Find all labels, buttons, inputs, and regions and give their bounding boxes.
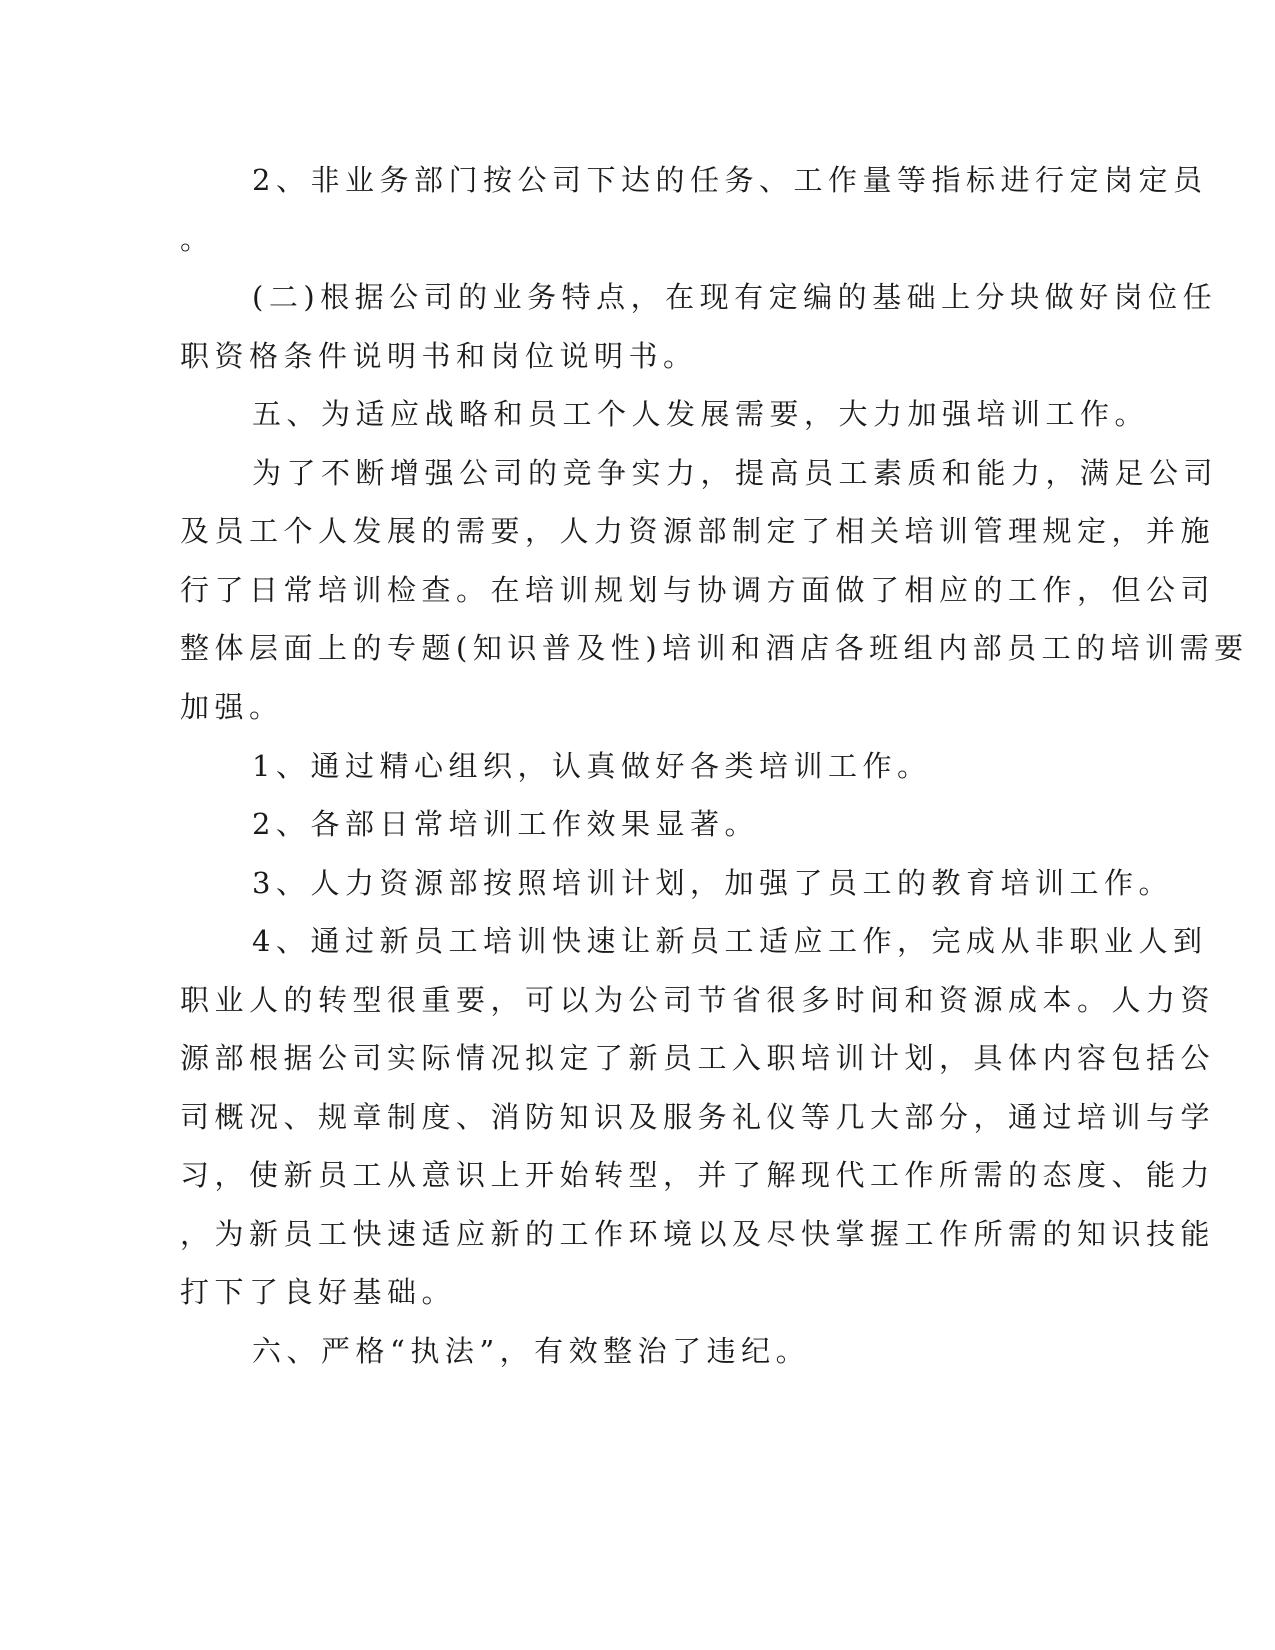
paragraph-line: 职资格条件说明书和岗位说明书。	[180, 339, 698, 373]
section-heading: 六、严格“执法”，有效整治了违纪。	[252, 1334, 811, 1368]
paragraph-line: 2、非业务部门按公司下达的任务、工作量等指标进行定岗定员	[252, 163, 1208, 197]
list-item: 2、各部日常培训工作效果显著。	[252, 807, 759, 841]
paragraph-line: 为了不断增强公司的竞争实力，提高员工素质和能力，满足公司	[252, 456, 1219, 490]
paragraph-line: 及员工个人发展的需要，人力资源部制定了相关培训管理规定，并施	[180, 514, 1216, 548]
section-heading: 五、为适应战略和员工个人发展需要，大力加强培训工作。	[252, 397, 1150, 431]
paragraph-line: 。	[180, 222, 215, 256]
paragraph-line: 职业人的转型很重要，可以为公司节省很多时间和资源成本。人力资	[180, 983, 1216, 1017]
list-item: 1、通过精心组织，认真做好各类培训工作。	[252, 749, 932, 783]
paragraph-line: 行了日常培训检查。在培训规划与协调方面做了相应的工作，但公司	[180, 573, 1216, 607]
paragraph-line: ，为新员工快速适应新的工作环境以及尽快掌握工作所需的知识技能	[180, 1217, 1216, 1251]
list-item: 4、通过新员工培训快速让新员工适应工作，完成从非职业人到	[252, 924, 1208, 958]
paragraph-line: 打下了良好基础。	[180, 1275, 457, 1309]
paragraph-line: 整体层面上的专题(知识普及性)培训和酒店各班组内部员工的培训需要	[180, 631, 1249, 665]
paragraph-line: 加强。	[180, 690, 284, 724]
paragraph-line: 习，使新员工从意识上开始转型，并了解现代工作所需的态度、能力	[180, 1158, 1216, 1192]
paragraph-line: 司概况、规章制度、消防知识及服务礼仪等几大部分，通过培训与学	[180, 1100, 1216, 1134]
list-item: 3、人力资源部按照培训计划，加强了员工的教育培训工作。	[252, 866, 1173, 900]
paragraph-line: (二)根据公司的业务特点，在现有定编的基础上分块做好岗位任	[252, 280, 1218, 314]
paragraph-line: 源部根据公司实际情况拟定了新员工入职培训计划，具体内容包括公	[180, 1041, 1216, 1075]
